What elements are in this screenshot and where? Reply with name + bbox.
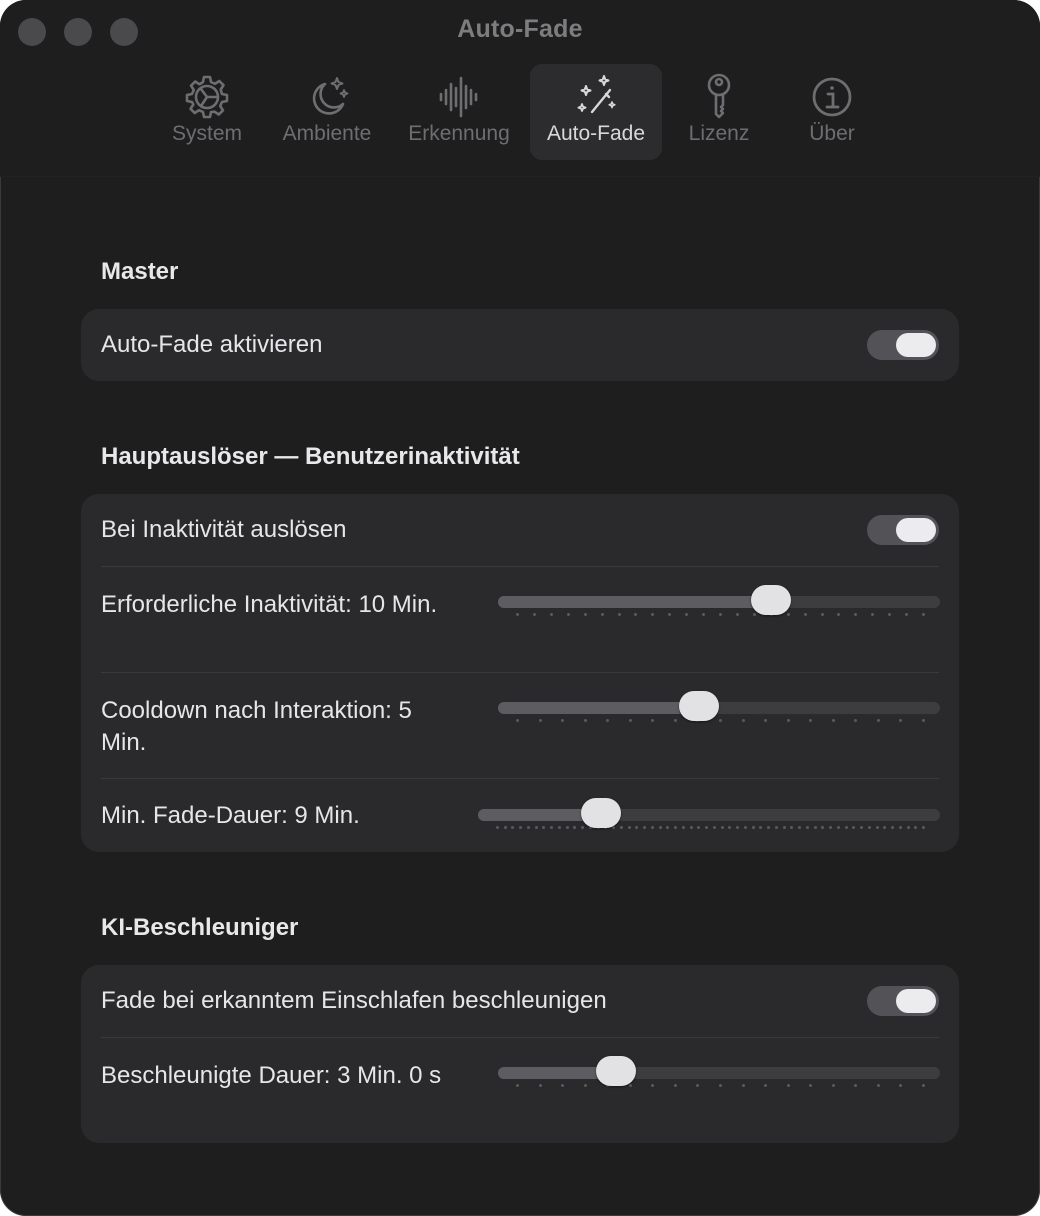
slider-tick xyxy=(634,613,637,616)
slider-tick xyxy=(635,826,638,829)
row-accel-duration xyxy=(81,1038,959,1143)
slider-tick xyxy=(629,1084,632,1087)
slider-tick xyxy=(907,826,910,829)
slider-tick xyxy=(573,826,576,829)
slider-tick xyxy=(620,826,623,829)
section-title-trigger: Hauptauslöser — Benutzerinaktivität xyxy=(101,443,520,470)
slider-tick xyxy=(821,613,824,616)
slider-tick xyxy=(764,1084,767,1087)
slider-tick xyxy=(767,826,770,829)
slider-tick xyxy=(860,826,863,829)
slider-tick xyxy=(922,719,925,722)
window-title: Auto-Fade xyxy=(457,15,583,43)
slider-tick xyxy=(742,1084,745,1087)
tab-system[interactable] xyxy=(160,64,254,160)
slider-tick xyxy=(736,826,739,829)
slider-tick xyxy=(496,826,499,829)
accelerate-toggle[interactable] xyxy=(867,986,939,1016)
slider-tick xyxy=(516,613,519,616)
slider-tick xyxy=(814,826,817,829)
slider-tick xyxy=(775,826,778,829)
magic-wand-icon xyxy=(572,72,620,120)
slider-tick xyxy=(685,613,688,616)
info-icon xyxy=(808,72,856,120)
cooldown-label: Cooldown nach Interaktion: 5 Min. xyxy=(101,697,412,756)
tab-label-erkennung: Erkennung xyxy=(408,122,510,145)
slider-tick xyxy=(883,826,886,829)
slider-tick xyxy=(651,1084,654,1087)
slider-tick xyxy=(535,826,538,829)
waveform-icon xyxy=(435,72,483,120)
row-required-inactivity xyxy=(81,567,959,672)
slider-tick xyxy=(852,826,855,829)
slider-thumb[interactable] xyxy=(751,585,791,615)
slider-tick xyxy=(922,826,925,829)
slider-tick xyxy=(558,826,561,829)
slider-tick xyxy=(752,826,755,829)
slider-tick xyxy=(899,719,902,722)
auto-fade-enable-label: Auto-Fade aktivieren xyxy=(101,331,323,358)
slider-tick xyxy=(697,826,700,829)
slider-tick xyxy=(759,826,762,829)
slider-tick xyxy=(674,1084,677,1087)
slider-tick xyxy=(666,826,669,829)
slider-tick xyxy=(854,1084,857,1087)
slider-tick xyxy=(736,613,739,616)
slider-tick xyxy=(719,613,722,616)
section-title-master: Master xyxy=(101,258,179,285)
slider-tick xyxy=(516,719,519,722)
required-inactivity-slider[interactable] xyxy=(498,582,940,622)
slider-tick xyxy=(696,1084,699,1087)
moon-stars-icon xyxy=(303,72,351,120)
slider-tick xyxy=(854,719,857,722)
slider-tick xyxy=(854,613,857,616)
slider-tick xyxy=(651,826,654,829)
cooldown-slider[interactable] xyxy=(498,688,940,728)
group-trigger xyxy=(81,494,959,852)
tab-ambiente[interactable] xyxy=(272,64,382,160)
tab-ueber[interactable] xyxy=(798,64,866,160)
slider-tick xyxy=(922,613,925,616)
row-accelerate xyxy=(81,965,959,1037)
slider-tick xyxy=(876,826,879,829)
slider-tick xyxy=(832,1084,835,1087)
slider-tick xyxy=(567,613,570,616)
slider-tick xyxy=(561,1084,564,1087)
slider-tick xyxy=(643,826,646,829)
tab-label-auto-fade: Auto-Fade xyxy=(546,122,646,145)
slider-tick xyxy=(542,826,545,829)
tab-label-ambiente: Ambiente xyxy=(282,122,372,145)
slider-tick xyxy=(832,719,835,722)
slider-tick xyxy=(550,826,553,829)
tab-label-system: System xyxy=(171,122,242,145)
slider-tick xyxy=(584,1084,587,1087)
group-ai xyxy=(81,965,959,1143)
slider-tick xyxy=(504,826,507,829)
slider-thumb[interactable] xyxy=(596,1056,636,1086)
slider-tick xyxy=(728,826,731,829)
slider-tick xyxy=(764,719,767,722)
accel-duration-slider[interactable] xyxy=(498,1053,940,1093)
slider-tick xyxy=(905,613,908,616)
slider-tick xyxy=(787,719,790,722)
slider-tick xyxy=(674,719,677,722)
slider-tick xyxy=(629,719,632,722)
slider-tick xyxy=(651,613,654,616)
accelerate-label: Fade bei erkanntem Einschlafen beschleunigen xyxy=(101,987,607,1014)
slider-tick xyxy=(668,613,671,616)
slider-tick xyxy=(606,719,609,722)
tab-label-ueber: Über xyxy=(809,122,855,145)
slider-tick xyxy=(719,1084,722,1087)
slider-tick xyxy=(527,826,530,829)
slider-tick xyxy=(584,719,587,722)
slider-tick xyxy=(914,826,917,829)
slider-tick xyxy=(877,719,880,722)
required-inactivity-label: Erforderliche Inaktivität: 10 Min. xyxy=(101,591,438,618)
slider-tick xyxy=(539,1084,542,1087)
slider-tick xyxy=(783,826,786,829)
slider-tick xyxy=(753,613,756,616)
slider-tick xyxy=(721,826,724,829)
slider-tick xyxy=(516,1084,519,1087)
slider-tick xyxy=(888,613,891,616)
slider-tick xyxy=(550,613,553,616)
slider-tick xyxy=(871,613,874,616)
row-cooldown xyxy=(81,673,959,778)
slider-tick xyxy=(806,826,809,829)
key-icon xyxy=(695,72,743,120)
slider-tick xyxy=(566,826,569,829)
slider-tick xyxy=(601,613,604,616)
slider-tick xyxy=(713,826,716,829)
gear-icon xyxy=(183,72,231,120)
row-on-inactivity xyxy=(81,494,959,566)
row-auto-fade-enable xyxy=(81,309,959,381)
slider-tick xyxy=(837,826,840,829)
slider-tick xyxy=(719,719,722,722)
slider-tick xyxy=(891,826,894,829)
slider-tick xyxy=(837,613,840,616)
slider-tick xyxy=(744,826,747,829)
slider-tick xyxy=(787,613,790,616)
slider-tick xyxy=(581,826,584,829)
toolbar xyxy=(0,0,1040,177)
on-inactivity-toggle[interactable] xyxy=(867,515,939,545)
slider-tick xyxy=(539,719,542,722)
group-master xyxy=(81,309,959,381)
min-fade-slider[interactable] xyxy=(478,795,940,835)
slider-tick xyxy=(845,826,848,829)
row-min-fade xyxy=(81,779,959,852)
slider-tick xyxy=(798,826,801,829)
slider-tick xyxy=(519,826,522,829)
slider-tick xyxy=(821,826,824,829)
slider-tick xyxy=(690,826,693,829)
slider-tick xyxy=(877,1084,880,1087)
section-title-ai: KI-Beschleuniger xyxy=(101,914,299,941)
slider-tick xyxy=(829,826,832,829)
slider-tick xyxy=(922,1084,925,1087)
auto-fade-enable-toggle[interactable] xyxy=(867,330,939,360)
tab-lizenz[interactable] xyxy=(680,64,758,160)
accel-duration-label: Beschleunigte Dauer: 3 Min. 0 s xyxy=(101,1062,442,1089)
slider-tick xyxy=(702,613,705,616)
slider-tick xyxy=(682,826,685,829)
slider-tick xyxy=(899,1084,902,1087)
slider-tick xyxy=(659,826,662,829)
slider-tick xyxy=(809,1084,812,1087)
slider-tick xyxy=(584,613,587,616)
tab-label-lizenz: Lizenz xyxy=(688,122,750,145)
slider-tick xyxy=(628,826,631,829)
slider-tick xyxy=(705,826,708,829)
slider-tick xyxy=(651,719,654,722)
slider-tick xyxy=(790,826,793,829)
slider-tick xyxy=(787,1084,790,1087)
slider-tick xyxy=(561,719,564,722)
slider-tick xyxy=(533,613,536,616)
slider-tick xyxy=(618,613,621,616)
tab-auto-fade[interactable] xyxy=(530,64,662,160)
on-inactivity-label: Bei Inaktivität auslösen xyxy=(101,516,347,543)
slider-tick xyxy=(809,719,812,722)
slider-tick xyxy=(899,826,902,829)
slider-thumb[interactable] xyxy=(679,691,719,721)
tab-erkennung[interactable] xyxy=(398,64,520,160)
slider-tick xyxy=(511,826,514,829)
min-fade-label: Min. Fade-Dauer: 9 Min. xyxy=(101,802,360,829)
slider-tick xyxy=(742,719,745,722)
slider-tick xyxy=(804,613,807,616)
slider-thumb[interactable] xyxy=(581,798,621,828)
slider-tick xyxy=(868,826,871,829)
slider-tick xyxy=(674,826,677,829)
